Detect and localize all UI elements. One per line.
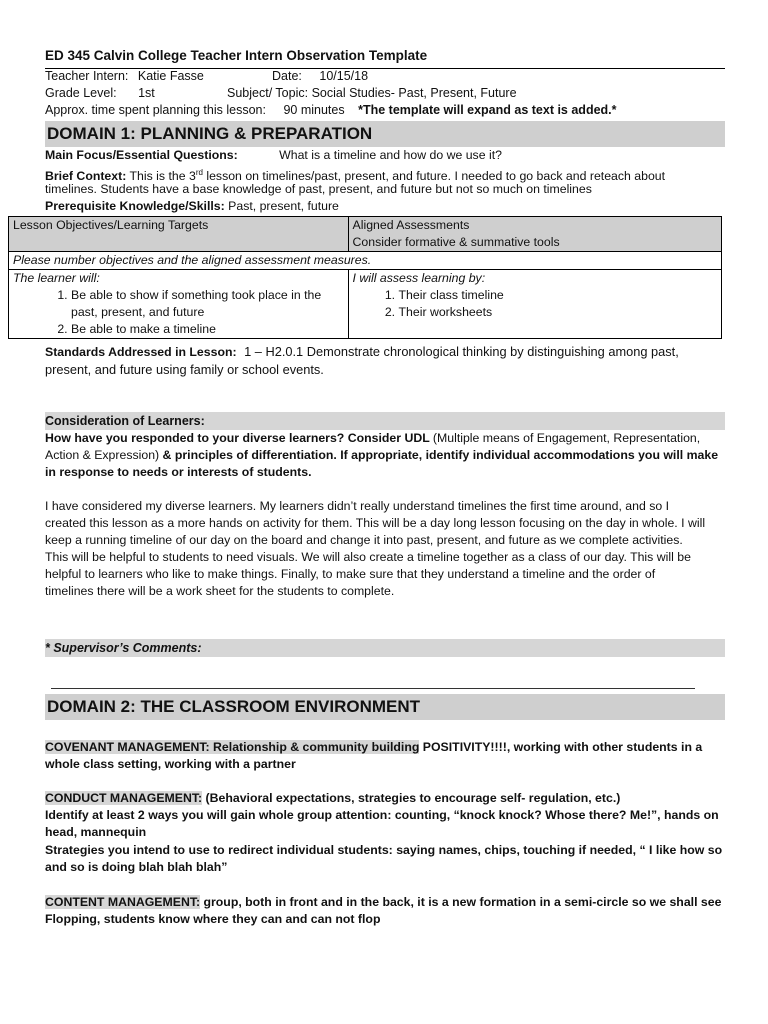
conduct-line5: and so is doing blah blah blah” xyxy=(45,860,228,874)
covenant-line2: whole class setting, working with a partner xyxy=(45,757,296,771)
subject-value: Social Studies- Past, Present, Future xyxy=(311,86,517,100)
grade-label: Grade Level: xyxy=(45,86,117,100)
meta-time xyxy=(45,102,617,119)
conduct-line xyxy=(45,790,725,807)
date-value: 10/15/18 xyxy=(319,69,369,83)
intern-label: Teacher Intern: xyxy=(45,69,129,83)
objectives-table xyxy=(8,216,722,339)
answer-line: keep a running timeline of our day on the board and change it into past, present, and future as we complete activities. xyxy=(45,533,683,547)
standards-line xyxy=(45,343,725,361)
learners-answer xyxy=(45,498,725,600)
comment-rule xyxy=(51,688,695,689)
covenant-value: POSITIVITY!!!!, working with other students in a xyxy=(419,740,703,754)
table-header-row xyxy=(9,217,722,252)
assessments-list xyxy=(353,287,717,321)
context-sup: rd xyxy=(195,168,203,177)
answer-line: This will be helpful to students to need visuals. We will also create a timeline together as a class of our day. This will be xyxy=(45,550,691,564)
content-line xyxy=(45,894,725,911)
content-value: group, both in front and in the back, it is a new formation in a semi-circle so we shall see xyxy=(200,895,722,909)
list-item: 2. Their worksheets xyxy=(399,304,717,321)
meta-date xyxy=(272,68,368,85)
learners-question-3: in response to needs or interests of students. xyxy=(45,465,312,479)
learner-will: The learner will: xyxy=(13,271,100,285)
learners-heading: Consideration of Learners: xyxy=(45,412,725,430)
context-label: Brief Context: xyxy=(45,169,127,184)
context-line2: timelines. Students have a base knowledge of past, present, and future but not so much on timelines xyxy=(45,182,592,196)
standards-label: Standards Addressed in Lesson: xyxy=(45,345,237,359)
instruction-row xyxy=(9,252,722,270)
focus-label: Main Focus/Essential Questions: xyxy=(45,148,238,162)
prereq-label: Prerequisite Knowledge/Skills: xyxy=(45,199,225,213)
meta-subject xyxy=(227,85,517,102)
instruction-cell: Please number objectives and the aligned assessment measures. xyxy=(9,252,722,270)
domain2-heading: DOMAIN 2: THE CLASSROOM ENVIRONMENT xyxy=(45,694,725,720)
focus-value: What is a timeline and how do we use it? xyxy=(279,148,502,162)
document-title: ED 345 Calvin College Teacher Intern Observation Template xyxy=(45,48,428,63)
domain1-heading: DOMAIN 1: PLANNING & PREPARATION xyxy=(45,121,725,147)
conduct-line3: head, mannequin xyxy=(45,825,147,839)
assess-intro: I will assess learning by: xyxy=(352,271,486,285)
covenant-line xyxy=(45,739,725,756)
standards-line2: present, and future using family or school events. xyxy=(45,362,324,377)
objectives-cell xyxy=(9,270,349,339)
covenant-label: COVENANT MANAGEMENT: Relationship & community building xyxy=(45,740,420,754)
answer-line: created this lesson as a more hands on activity for them. This will be a day long lesson focusing on the day in whole. I will xyxy=(45,516,706,530)
content-row xyxy=(9,270,722,339)
meta-grade xyxy=(45,85,155,102)
conduct-line2: Identify at least 2 ways you will gain whole group attention: counting, “knock knock? Whose there? Me!”, hands on xyxy=(45,808,719,822)
objectives-header: Lesson Objectives/Learning Targets xyxy=(9,217,349,252)
content-line2: Flopping, students know where they can and can not flop xyxy=(45,912,381,926)
time-value: 90 minutes xyxy=(283,103,345,117)
objectives-list xyxy=(13,287,344,338)
date-label: Date: xyxy=(272,69,302,83)
grade-value: 1st xyxy=(138,86,155,100)
learners-question-1: How have you responded to your diverse learners? Consider UDL (Multiple means of Engagement, Representation, xyxy=(45,431,701,445)
assessments-header: Aligned Assessments Consider formative & summative tools xyxy=(348,217,721,252)
conduct-label: CONDUCT MANAGEMENT: xyxy=(45,791,203,805)
template-note: *The template will expand as text is added.* xyxy=(358,103,617,117)
list-item: 1. Their class timeline xyxy=(399,287,717,304)
answer-line: helpful to learners who like to make things. Finally, to make sure that they understand a timeline and the order of xyxy=(45,567,656,581)
assessments-cell xyxy=(348,270,721,339)
subject-label: Subject/ Topic: xyxy=(227,86,309,100)
time-label: Approx. time spent planning this lesson: xyxy=(45,103,266,117)
main-focus-line xyxy=(45,147,725,164)
context-text-b: lesson on timelines/past, present, and future. I needed to go back and reteach about xyxy=(202,169,666,184)
prereq-value: Past, present, future xyxy=(224,199,339,213)
standards-text: 1 – H2.0.1 Demonstrate chronological thinking by distinguishing among past, xyxy=(244,344,679,359)
conduct-line4: Strategies you intend to use to redirect individual students: saying names, chips, touching if needed, “ I like how so xyxy=(45,843,723,857)
conduct-value: (Behavioral expectations, strategies to encourage self- regulation, etc.) xyxy=(202,791,621,805)
content-label: CONTENT MANAGEMENT: xyxy=(45,895,201,909)
intern-value: Katie Fasse xyxy=(137,69,204,83)
prereq-line xyxy=(45,198,725,215)
supervisor-comments: * Supervisor’s Comments: xyxy=(45,639,725,657)
context-text-a: This is the 3 xyxy=(126,169,196,184)
learners-question-2: Action & Expression) & principles of differentiation. If appropriate, identify individual accommodations you will make xyxy=(45,448,719,462)
answer-line: I have considered my diverse learners. My learners didn’t really understand timelines the first time around, and so I xyxy=(45,499,670,513)
list-item: 1. Be able to show if something took place in the past, present, and future xyxy=(71,287,344,321)
answer-line: timelines there will be a work sheet for the students to complete. xyxy=(45,584,395,598)
meta-intern-row xyxy=(45,68,204,85)
list-item: 2. Be able to make a timeline xyxy=(71,321,344,338)
